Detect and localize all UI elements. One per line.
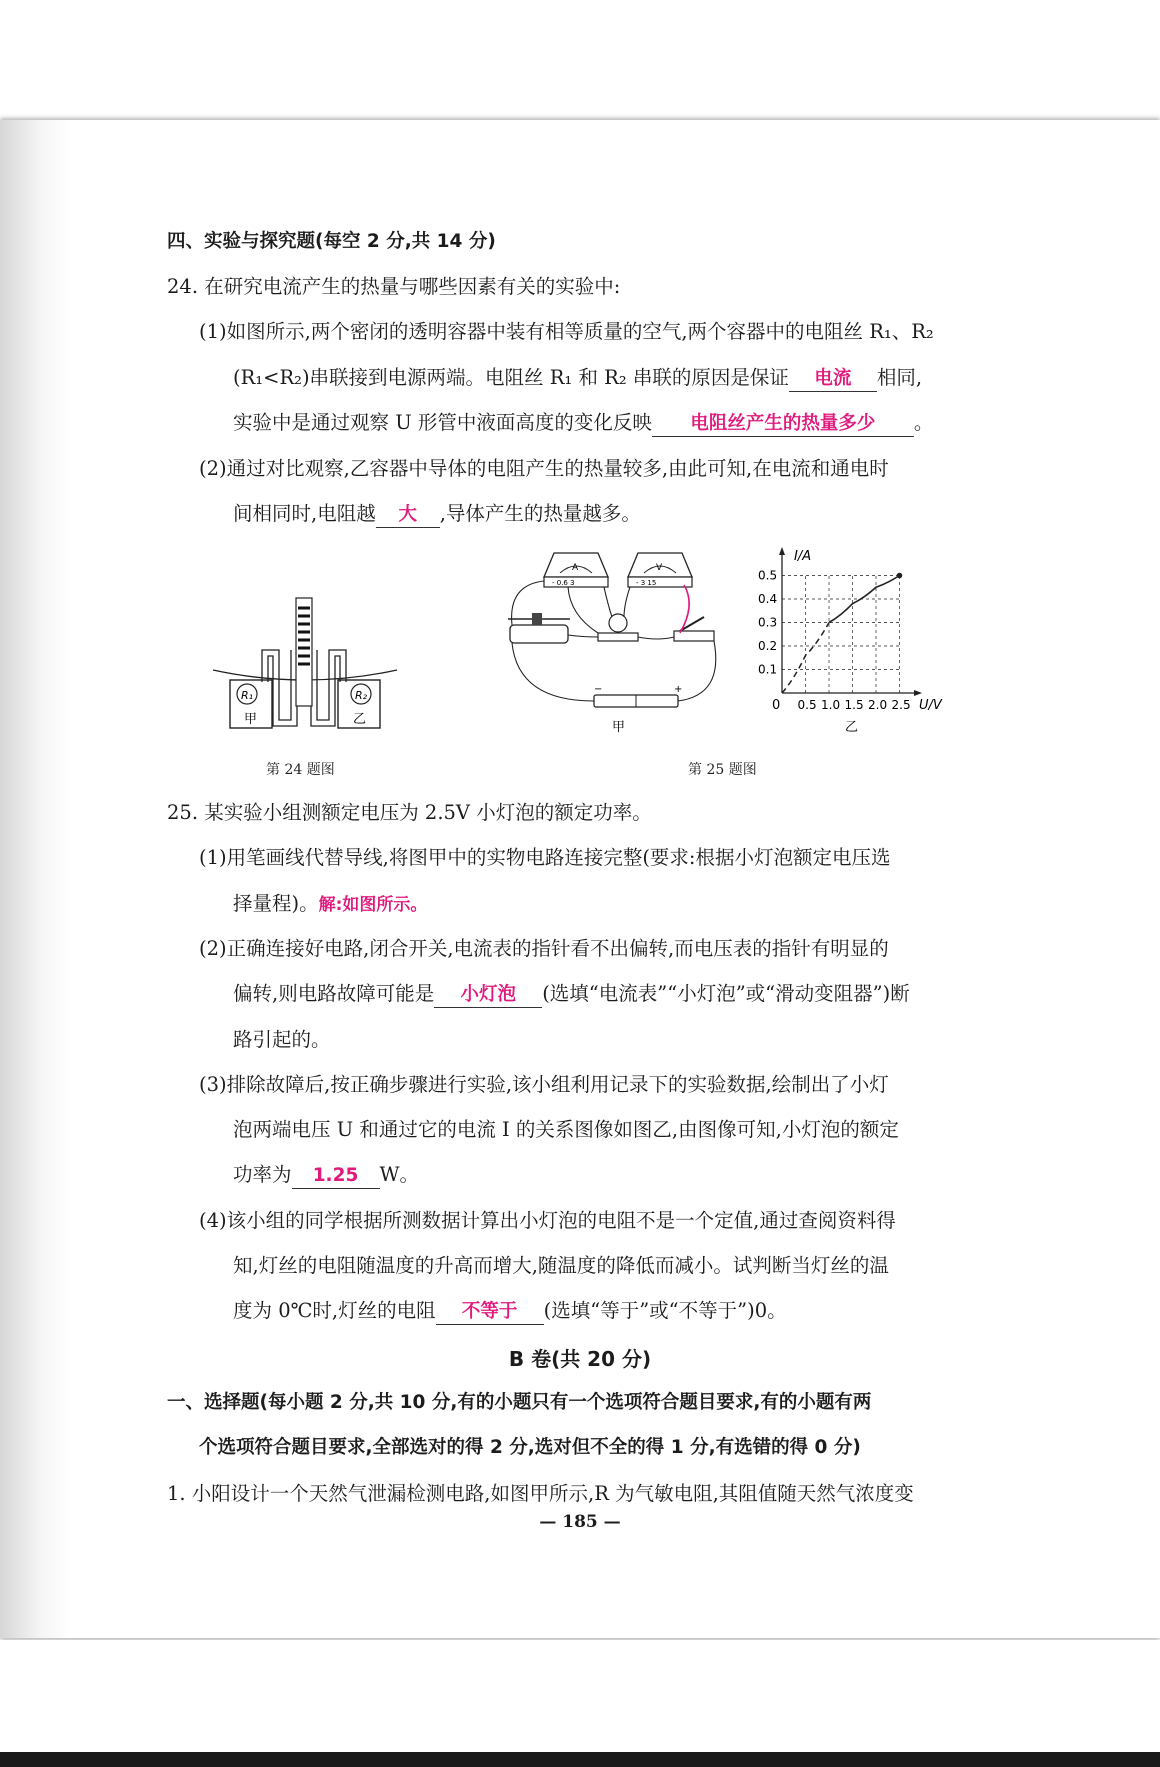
y-tick-label: 0.2 — [758, 639, 778, 653]
section-b1-title-line2: 个选项符合题目要求,全部选对的得 2 分,选对但不全的得 1 分,有选错的得 0 分) — [199, 1437, 861, 1458]
voltmeter-label: V — [656, 563, 663, 573]
lamp-icon — [598, 614, 638, 641]
y-tick-label: 0.1 — [758, 662, 778, 677]
q25-part3-line1: (3)排除故障后,按正确步骤进行实验,该小组利用记录下的实验数据,绘制出了小灯 — [199, 1073, 889, 1096]
x-tick-label: 0.5 — [797, 698, 817, 712]
circuit-label-jia: 甲 — [612, 720, 626, 735]
q25-part2-line1: (2)正确连接好电路,闭合开关,电流表的指针看不出偏转,而电压表的指针有明显的 — [199, 937, 889, 960]
question-25-stem: 25. 某实验小组测额定电压为 2.5V 小灯泡的额定功率。 — [167, 801, 652, 824]
r2-label: R₂ — [355, 689, 368, 702]
voltmeter-icon — [628, 553, 692, 587]
section-b1-title-line1: 一、选择题(每小题 2 分,共 10 分,有的小题只有一个选项符合题目要求,有的小题有两 — [167, 1392, 872, 1413]
q24-part1-line3-tail: 。 — [913, 411, 934, 434]
q25-part4-line3-text: 度为 0℃时,灯丝的电阻 — [233, 1299, 436, 1322]
q25-part1-line2-text: 择量程)。 — [233, 892, 319, 915]
figure-25-caption: 第 25 题图 — [688, 762, 757, 778]
q25-part2-line2-tail: (选填“电流表”“小灯泡”或“滑动变阻器”)断 — [542, 982, 910, 1005]
answer-blank-power: 1.25 — [292, 1164, 380, 1189]
battery-plus: + — [674, 684, 683, 695]
q25-part4-line2: 知,灯丝的电阻随温度的升高而增大,随温度的降低而减小。试判断当灯丝的温 — [233, 1254, 889, 1277]
data-point-marker — [897, 573, 903, 579]
bottom-bar — [0, 1752, 1160, 1767]
origin-label: 0 — [772, 698, 781, 713]
answer-blank-not-equal: 不等于 — [436, 1300, 544, 1325]
label-jia: 甲 — [244, 712, 258, 727]
x-tick-label: 2.0 — [868, 698, 888, 712]
q25-part2-line3: 路引起的。 — [233, 1028, 331, 1051]
graph-grid — [782, 576, 900, 694]
rheostat-icon — [508, 613, 570, 643]
figure-24-u-tube — [205, 590, 405, 740]
q24-part2-line1: (2)通过对比观察,乙容器中导体的电阻产生的热量较多,由此可知,在电流和通电时 — [199, 457, 889, 480]
ammeter-label: A — [572, 563, 579, 573]
answer-blank-lamp: 小灯泡 — [434, 983, 542, 1008]
q25-part4-line1: (4)该小组的同学根据所测数据计算出小灯泡的电阻不是一个定值,通过查阅资料得 — [199, 1209, 896, 1232]
section-title: 四、实验与探究题(每空 2 分,共 14 分) — [167, 231, 496, 252]
q25-part1-line2 — [233, 890, 427, 919]
q25-part2-line2-text: 偏转,则电路故障可能是 — [233, 982, 435, 1005]
figure-25-iv-graph — [752, 545, 952, 740]
label-yi: 乙 — [353, 712, 367, 727]
figure-24-caption: 第 24 题图 — [266, 762, 335, 778]
q25-part3-line2: 泡两端电压 U 和通过它的电流 I 的关系图像如图乙,由图像可知,小灯泡的额定 — [233, 1118, 899, 1141]
y-tick-label: 0.5 — [758, 568, 778, 583]
q25-part3-line3-text: 功率为 — [233, 1163, 292, 1186]
y-tick-label: 0.3 — [758, 615, 778, 630]
r1-label: R₁ — [241, 689, 254, 702]
answer-blank-heat: 电阻丝产生的热量多少 — [652, 412, 914, 437]
voltmeter-terminals: - 3 15 — [636, 579, 657, 587]
q24-part2-line2-text: 间相同时,电阻越 — [233, 502, 376, 525]
question-b1-line1: 1. 小阳设计一个天然气泄漏检测电路,如图甲所示,R 为气敏电阻,其阻值随天然气浓度变 — [167, 1482, 914, 1505]
answer-blank-current: 电流 — [789, 367, 877, 392]
ammeter-icon — [544, 553, 608, 587]
y-axis-label: I/A — [794, 549, 812, 564]
q24-part1-line2 — [233, 364, 922, 392]
figure-25-circuit — [498, 545, 738, 740]
ammeter-terminals: - 0.6 3 — [552, 579, 575, 587]
q24-part2-line2-tail: ,导体产生的热量越多。 — [439, 502, 641, 525]
x-tick-label: 1.5 — [844, 698, 864, 712]
battery-icon — [594, 684, 682, 707]
bottom-margin — [0, 1640, 1160, 1750]
y-axis-arrow — [779, 547, 785, 555]
graph-label-yi: 乙 — [845, 720, 859, 735]
x-axis-arrow — [914, 690, 922, 696]
section-b-title: B 卷(共 20 分) — [508, 1347, 652, 1371]
q25-part3-line3 — [233, 1161, 419, 1189]
page-number: — 185 — — [539, 1512, 621, 1532]
answer-blank-large: 大 — [376, 503, 440, 528]
y-tick-label: 0.4 — [758, 592, 778, 606]
q24-part2-line2 — [233, 500, 641, 528]
battery-minus: − — [594, 684, 603, 695]
switch-icon — [674, 617, 714, 641]
top-margin — [0, 0, 1160, 118]
q25-part1-line1: (1)用笔画线代替导线,将图甲中的实物电路连接完整(要求:根据小灯泡额定电压选 — [199, 846, 891, 869]
q24-part1-line2-text: (R₁<R₂)串联接到电源两端。电阻丝 R₁ 和 R₂ 串联的原因是保证 — [233, 366, 789, 389]
x-tick-label: 2.5 — [891, 698, 911, 712]
q24-part1-line1: (1)如图所示,两个密闭的透明容器中装有相等质量的空气,两个容器中的电阻丝 R₁、R₂ — [199, 320, 934, 343]
x-axis-label: U/V — [919, 698, 942, 713]
q24-part1-line2-tail: 相同, — [876, 366, 923, 389]
q25-part4-line3 — [233, 1297, 787, 1325]
answer-see-figure: 解:如图所示。 — [318, 895, 428, 915]
iv-curve-solid — [829, 576, 900, 623]
question-24-stem: 24. 在研究电流产生的热量与哪些因素有关的实验中: — [167, 275, 621, 298]
iv-curve-dashed — [782, 623, 829, 694]
x-tick-label: 1.0 — [821, 698, 841, 712]
q24-part1-line3-text: 实验中是通过观察 U 形管中液面高度的变化反映 — [233, 411, 652, 434]
q24-part1-line3 — [233, 409, 933, 437]
q25-part3-line3-tail: W。 — [379, 1163, 420, 1186]
q25-part4-line3-tail: (选填“等于”或“不等于”)0。 — [543, 1299, 787, 1322]
q25-part2-line2 — [233, 980, 910, 1008]
ruler-scale — [296, 598, 312, 706]
